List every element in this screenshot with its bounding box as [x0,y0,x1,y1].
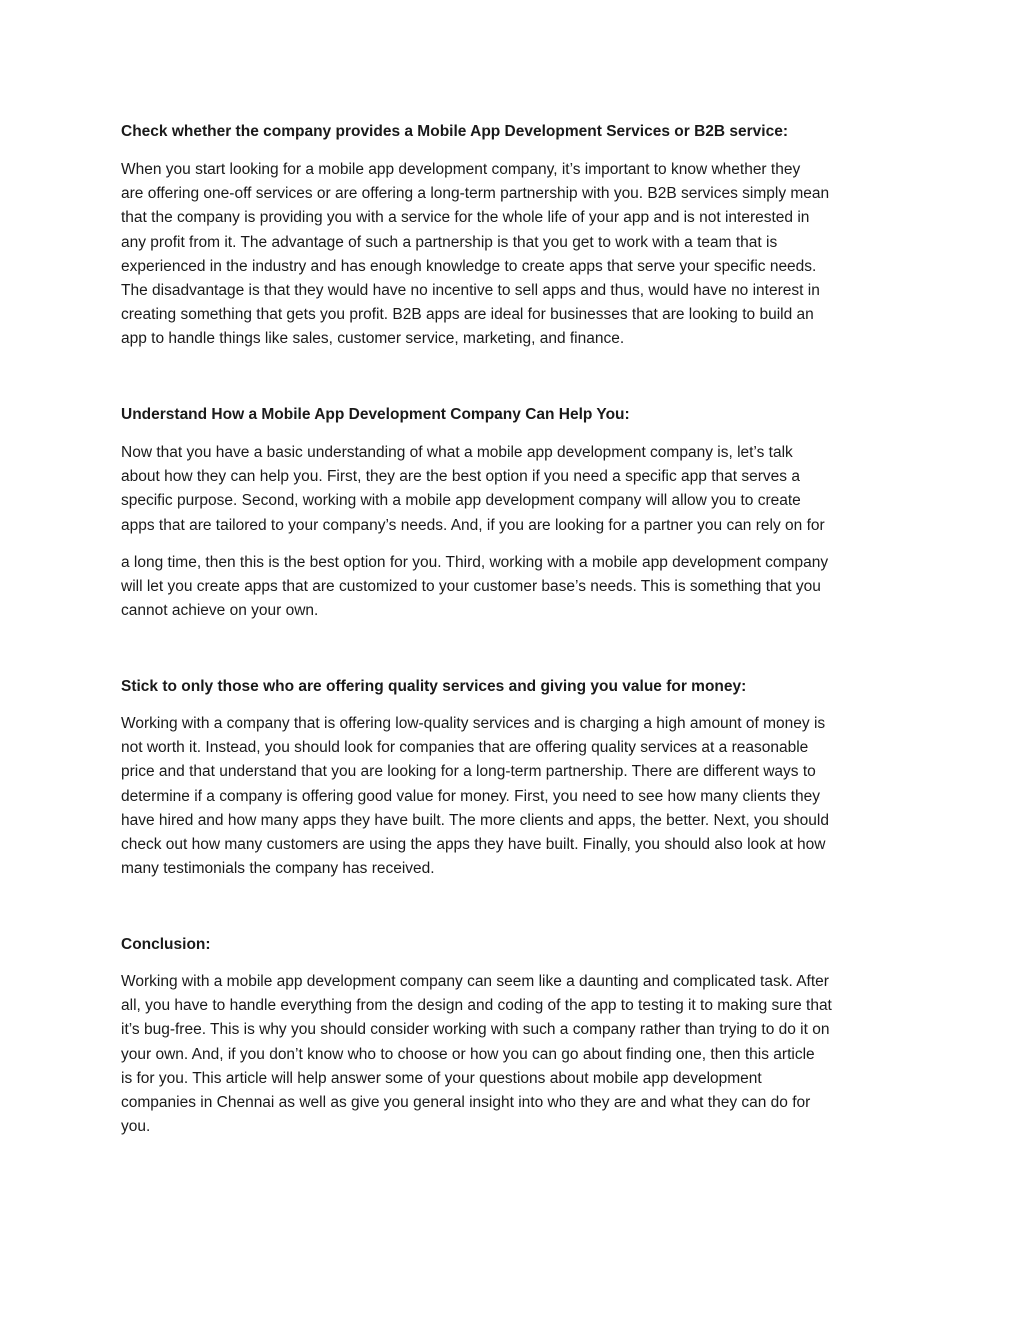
paragraph-line: price and that understand that you are looking for a long-term partnership. There are different ways to [121,763,816,781]
paragraph-line: check out how many customers are using the apps they have built. Finally, you should also look at how [121,836,826,854]
section-conclusion [121,933,911,957]
paragraph-line: a long time, then this is the best option for you. Third, working with a mobile app development company [121,554,829,571]
paragraph-line: cannot achieve on your own. [121,602,319,620]
paragraph-line: it’s bug-free. This is why you should consider working with such a company rather than trying to do it on [121,1021,830,1039]
paragraph-line: The disadvantage is that they would have no incentive to sell apps and thus, would have no interest in [121,282,820,300]
paragraph-line: all, you have to handle everything from the design and coding of the app to testing it to making sure that [121,997,832,1015]
paragraph-line: Working with a company that is offering low-quality services and is charging a high amount of money is [121,715,826,732]
paragraph-line: apps that are tailored to your company’s needs. And, if you are looking for a partner you can rely on for [121,516,825,534]
section-heading: Conclusion: [121,936,211,953]
section-heading: Understand How a Mobile App Development Company Can Help You: [121,406,630,423]
section-heading: Stick to only those who are offering quality services and giving you value for money: [121,678,747,695]
paragraph-line: are offering one-off services or are offering a long-term partnership with you. B2B services simply mean [121,185,830,203]
paragraph-line: Working with a mobile app development company can seem like a daunting and complicated task. After [121,973,829,990]
paragraph-line: you. [121,1118,151,1136]
paragraph-line: experienced in the industry and has enough knowledge to create apps that serve your specific needs. [121,257,817,275]
section-help-body [121,441,911,538]
section-heading: Check whether the company provides a Mobile App Development Services or B2B service: [121,123,788,140]
paragraph-line: determine if a company is offering good value for money. First, you need to see how many clients they [121,787,821,805]
section-b2b-body [121,158,911,352]
paragraph-line: is for you. This article will help answer some of your questions about mobile app development [121,1069,762,1087]
paragraph-line: have hired and how many apps they have built. The more clients and apps, the better. Next, you should [121,811,829,829]
paragraph-line: that the company is providing you with a service for the whole life of your app and is not interested in [121,209,810,227]
paragraph-line: specific purpose. Second, working with a mobile app development company will allow you to create [121,492,801,510]
paragraph-line: Now that you have a basic understanding of what a mobile app development company is, let’s talk [121,444,793,461]
paragraph-line: not worth it. Instead, you should look for companies that are offering quality services at a reasonable [121,739,809,757]
paragraph-line: will let you create apps that are customized to your customer base’s needs. This is something that you [121,578,821,596]
paragraph-line: When you start looking for a mobile app development company, it’s important to know whether they [121,161,801,178]
section-b2b [121,120,911,144]
section-quality-body [121,712,911,881]
paragraph-line: app to handle things like sales, customer service, marketing, and finance. [121,330,625,348]
paragraph-line: about how they can help you. First, they are the best option if you need a specific app that serves a [121,468,800,486]
paragraph-line: any profit from it. The advantage of such a partnership is that you get to work with a team that is [121,233,778,251]
paragraph-line: companies in Chennai as well as give you general insight into who they are and what they can do for [121,1094,811,1112]
paragraph-line: creating something that gets you profit. B2B apps are ideal for businesses that are looking to build an [121,306,814,324]
paragraph-line: your own. And, if you don’t know who to choose or how you can go about finding one, then this article [121,1045,815,1063]
section-quality [121,675,911,699]
paragraph-line: many testimonials the company has received. [121,860,435,878]
section-help-body-continued [121,551,911,624]
section-conclusion-body [121,970,911,1139]
section-help [121,403,911,427]
